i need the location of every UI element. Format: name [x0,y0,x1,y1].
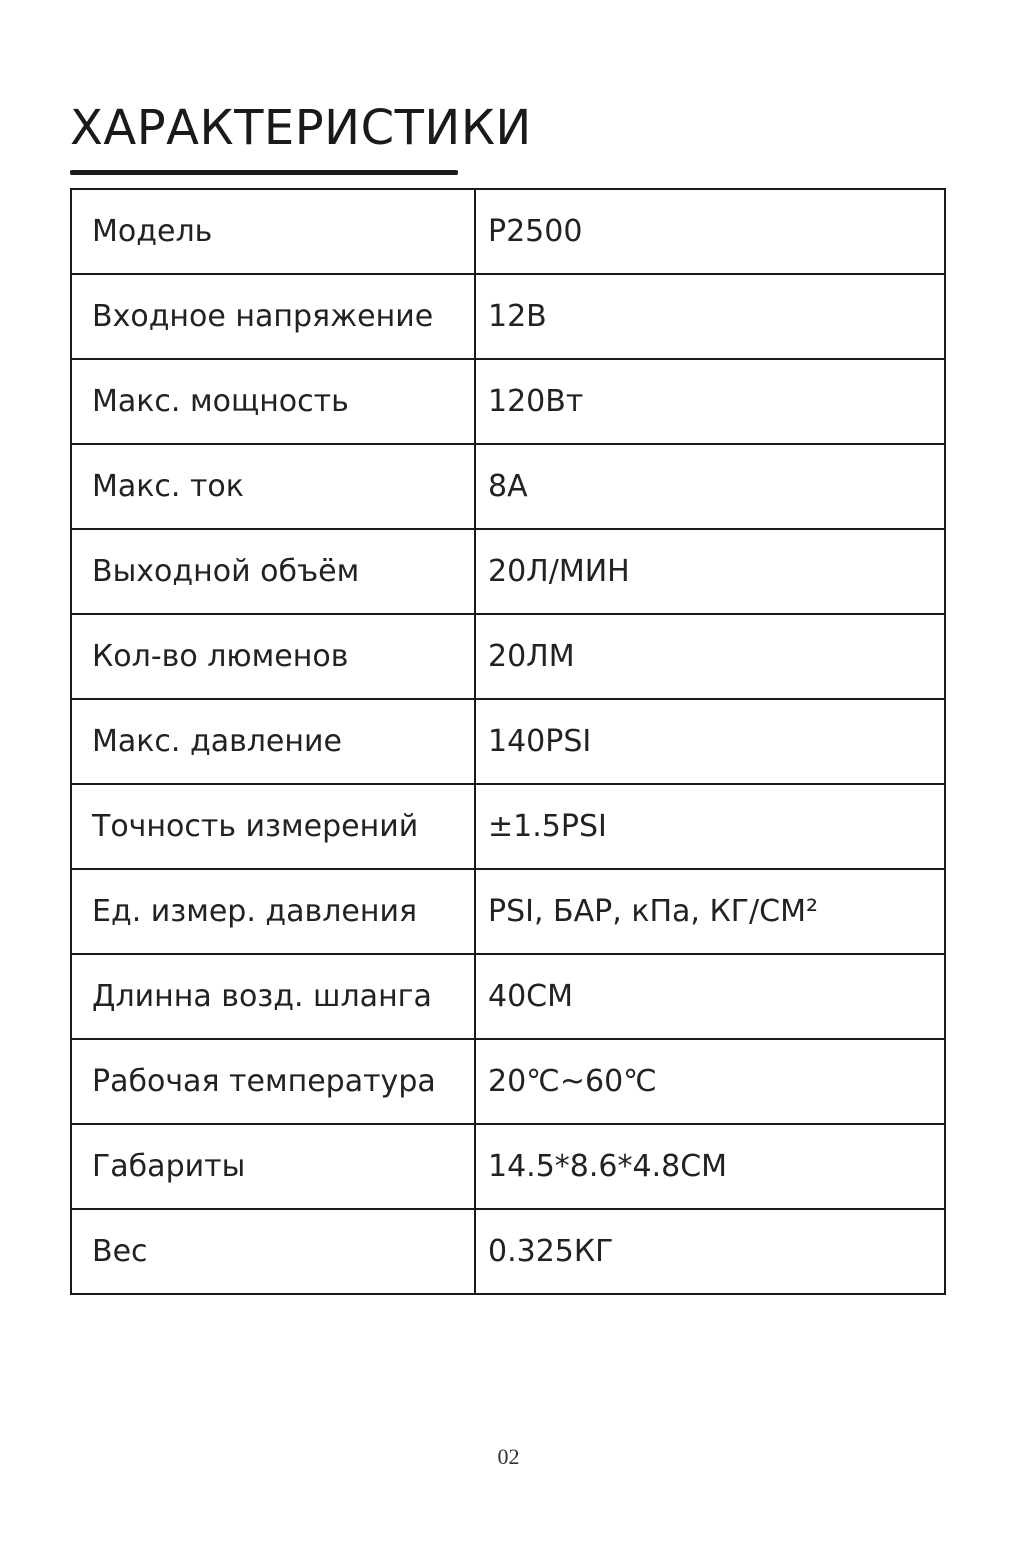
table-row [71,1039,945,1124]
spec-value: 120Вт [475,359,945,444]
spec-value: 0.325КГ [475,1209,945,1294]
page-number: 02 [497,1444,520,1469]
spec-label: Рабочая температура [71,1039,475,1124]
table-row [71,274,945,359]
spec-value: 20ЛМ [475,614,945,699]
spec-value: ±1.5PSI [475,784,945,869]
spec-label: Кол-во люменов [71,614,475,699]
spec-label: Габариты [71,1124,475,1209]
page-title: ХАРАКТЕРИСТИКИ [70,100,532,156]
table-row [71,359,945,444]
table-row [71,699,945,784]
spec-value: 40СМ [475,954,945,1039]
spec-label: Ед. измер. давления [71,869,475,954]
table-row [71,954,945,1039]
spec-label: Макс. ток [71,444,475,529]
table-row [71,444,945,529]
spec-value: 20Л/МИН [475,529,945,614]
spec-label: Длинна возд. шланга [71,954,475,1039]
spec-value: 8А [475,444,945,529]
table-row [71,189,945,274]
spec-value: 12В [475,274,945,359]
table-row [71,869,945,954]
spec-label: Точность измерений [71,784,475,869]
spec-label: Входное напряжение [71,274,475,359]
title-underline [70,170,458,175]
table-row [71,784,945,869]
spec-label: Макс. давление [71,699,475,784]
spec-value: 20℃~60℃ [475,1039,945,1124]
table-row [71,1124,945,1209]
spec-label: Вес [71,1209,475,1294]
table-row [71,529,945,614]
spec-value: P2500 [475,189,945,274]
spec-value: PSI, БАР, кПа, КГ/СМ² [475,869,945,954]
table-row [71,614,945,699]
table-row [71,1209,945,1294]
spec-table [70,188,946,1295]
spec-label: Макс. мощность [71,359,475,444]
spec-label: Выходной объём [71,529,475,614]
spec-value: 140PSI [475,699,945,784]
spec-label: Модель [71,189,475,274]
spec-value: 14.5*8.6*4.8СМ [475,1124,945,1209]
